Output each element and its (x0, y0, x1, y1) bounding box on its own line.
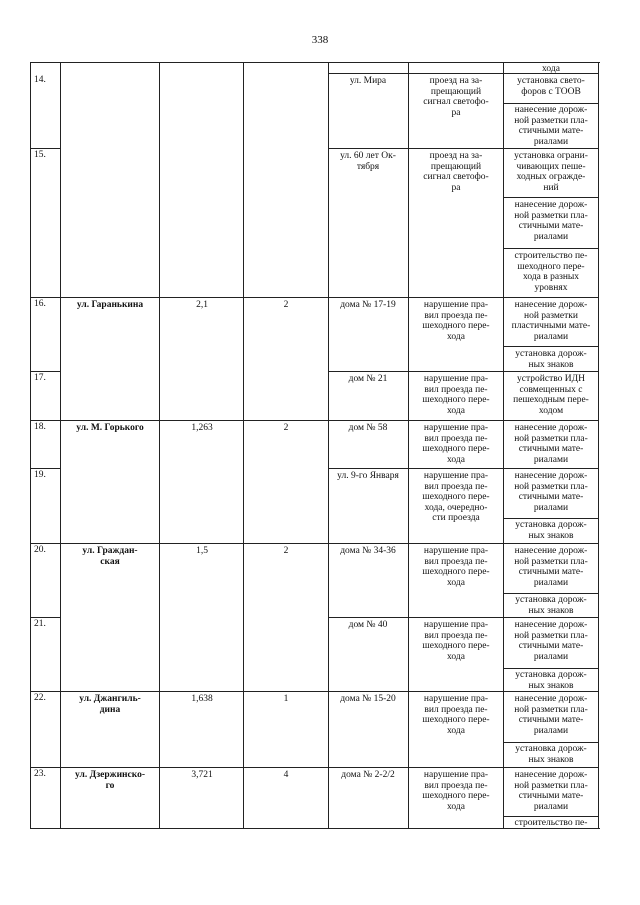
lanes-cell: 2 (283, 300, 289, 310)
row-number: 17. (34, 373, 46, 383)
row-number: 16. (34, 299, 46, 309)
violation-cell: нарушение пра- вил проезда пе- шеходного пере- хода (422, 300, 490, 342)
lanes-cell: 2 (283, 423, 289, 433)
violation-cell: нарушение пра- вил проезда пе- шеходного пере- хода (422, 620, 490, 662)
header-fragment: хода (542, 64, 560, 74)
measure-cell: установка ограни- чивающих пеше- ходных огражде- ний (514, 151, 588, 193)
measure-cell: нанесение дорож- ной разметки пла- стичными мате- риалами (514, 770, 588, 812)
street-name: ул. М. Горького (76, 423, 144, 433)
measure-cell: нанесение дорож- ной разметки пла- стичными мате- риалами (514, 105, 588, 147)
measure-cell: установка дорож- ных знаков (515, 520, 587, 541)
location-cell: дом № 40 (348, 620, 388, 630)
measure-cell: установка свето- форов с ТООВ (517, 76, 585, 97)
traffic-measures-table (30, 62, 600, 829)
length-cell: 2,1 (196, 300, 208, 310)
row-number: 21. (34, 619, 46, 629)
measure-cell: нанесение дорож- ной разметки пла- стичными мате- риалами (514, 546, 588, 588)
lanes-cell: 1 (283, 694, 289, 704)
measure-cell: установка дорож- ных знаков (515, 744, 587, 765)
violation-cell: нарушение пра- вил проезда пе- шеходного пере- хода (422, 770, 490, 812)
row-number: 20. (34, 545, 46, 555)
location-cell: ул. 9-го Января (337, 471, 399, 481)
street-name: ул. Джангиль- дина (79, 694, 141, 715)
street-name: ул. Гаранькина (76, 300, 144, 310)
length-cell: 1,5 (196, 546, 208, 556)
row-number: 22. (34, 693, 46, 703)
location-cell: ул. Мира (349, 76, 387, 86)
violation-cell: нарушение пра- вил проезда пе- шеходного пере- хода (422, 374, 490, 416)
lanes-cell: 2 (283, 546, 289, 556)
location-cell: дома № 17-19 (340, 300, 396, 310)
measure-cell: нанесение дорож- ной разметки пластичными мате- риалами (511, 300, 591, 342)
location-cell: дом № 21 (348, 374, 388, 384)
row-number: 23. (34, 769, 46, 779)
page-number: 338 (311, 34, 329, 46)
length-cell: 1,638 (191, 694, 213, 704)
measure-cell: устройство ИДН совмещенных с пешеходным пере- ходом (513, 374, 589, 416)
measure-cell: нанесение дорож- ной разметки пла- стичными мате- риалами (514, 423, 588, 465)
measure-cell: установка дорож- ных знаков (515, 349, 587, 370)
row-number: 18. (34, 422, 46, 432)
violation-cell: нарушение пра- вил проезда пе- шеходного пере- хода (422, 423, 490, 465)
street-name: ул. Граждан- ская (82, 546, 138, 567)
violation-cell: нарушение пра- вил проезда пе- шеходного пере- хода, очередно- сти проезда (422, 471, 490, 524)
location-cell: ул. 60 лет Ок- тября (340, 151, 396, 172)
location-cell: дома № 15-20 (340, 694, 396, 704)
measure-cell: нанесение дорож- ной разметки пла- стичными мате- риалами (514, 471, 588, 513)
measure-cell: установка дорож- ных знаков (515, 670, 587, 691)
violation-cell: проезд на за- прещающий сигнал светофо- ра (423, 151, 489, 193)
street-name: ул. Дзержинско- го (75, 770, 145, 791)
measure-cell: нанесение дорож- ной разметки пла- стичными мате- риалами (514, 200, 588, 242)
lanes-cell: 4 (283, 770, 289, 780)
violation-cell: нарушение пра- вил проезда пе- шеходного пере- хода (422, 546, 490, 588)
row-number: 15. (34, 150, 46, 160)
measure-cell: нанесение дорож- ной разметки пла- стичными мате- риалами (514, 620, 588, 662)
length-cell: 3,721 (191, 770, 213, 780)
row-number: 14. (34, 75, 46, 85)
location-cell: дом № 58 (348, 423, 388, 433)
length-cell: 1,263 (191, 423, 213, 433)
violation-cell: нарушение пра- вил проезда пе- шеходного пере- хода (422, 694, 490, 736)
measure-cell: установка дорож- ных знаков (515, 595, 587, 616)
measure-cell: нанесение дорож- ной разметки пла- стичными мате- риалами (514, 694, 588, 736)
location-cell: дома № 34-36 (340, 546, 396, 556)
measure-cell: строительство пе- (514, 818, 588, 828)
measure-cell: строительство пе- шеходного пере- хода в разных уровнях (514, 251, 588, 293)
violation-cell: проезд на за- прещающий сигнал светофо- ра (423, 76, 489, 118)
location-cell: дома № 2-2/2 (341, 770, 395, 780)
row-number: 19. (34, 470, 46, 480)
